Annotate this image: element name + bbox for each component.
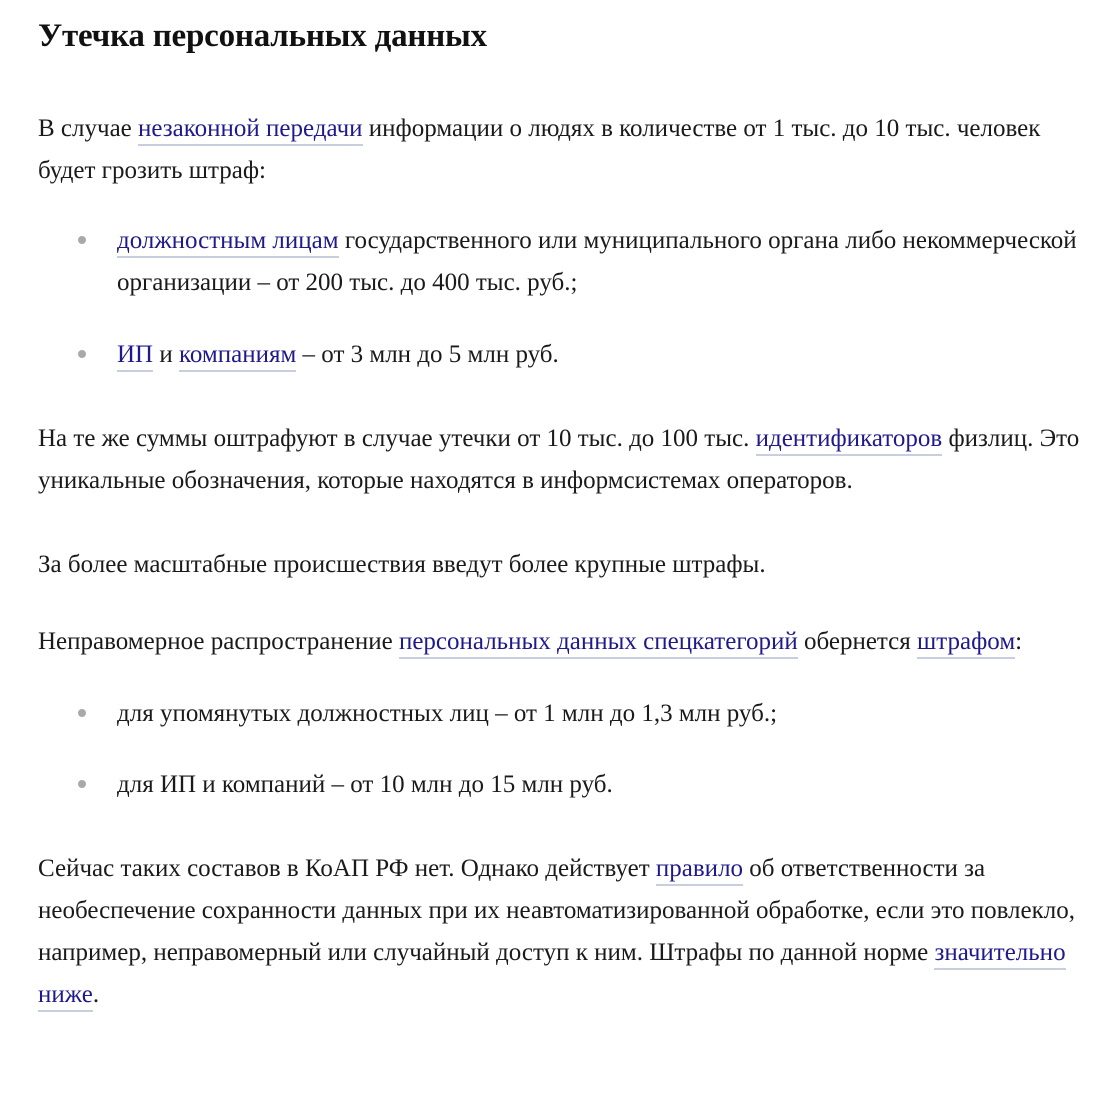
text: информации о людях в количестве от 1 тыс. до 10 тыс. человек будет грозить штраф: <box>38 115 1041 184</box>
text: – от 3 млн до 5 млн руб. <box>296 341 559 368</box>
paragraph-special-data <box>38 621 1088 663</box>
paragraph-larger-fines: За более масштабные происшествия введут более крупные штрафы. <box>38 551 766 578</box>
link-illegal-transfer[interactable]: незаконной передачи <box>138 115 363 146</box>
bullet-icon <box>78 350 86 358</box>
article <box>38 14 1088 1016</box>
text: об ответственности за необеспечение сохранности данных при их неавтоматизированной обработке, если это повлекло, например, неправомерный или случайный доступ к ним. Штрафы по данной норме <box>38 855 1075 966</box>
text: государственного или муниципального органа либо некоммерческой организации – от 200 тыс. до 400 тыс. руб.; <box>117 227 1077 296</box>
link-companies[interactable]: компаниям <box>179 341 296 372</box>
bullet-icon <box>78 236 86 244</box>
link-fine[interactable]: штрафом <box>917 628 1015 659</box>
list-item <box>38 220 1088 304</box>
text: Сейчас таких составов в КоАП РФ нет. Однако действует <box>38 855 656 882</box>
list-item <box>38 693 1088 735</box>
text: На те же суммы оштрафуют в случае утечки от 10 тыс. до 100 тыс. <box>38 425 756 452</box>
link-officials[interactable]: должностным лицам <box>117 227 339 258</box>
link-rule[interactable]: правило <box>656 855 743 886</box>
fines-list-1 <box>38 220 1088 376</box>
fines-list-2 <box>38 693 1088 806</box>
text: для ИП и компаний – от 10 млн до 15 млн руб. <box>117 771 613 798</box>
link-special-categories[interactable]: персональных данных спецкатегорий <box>399 628 798 659</box>
text: . <box>92 981 100 1008</box>
paragraph-identifiers <box>38 418 1088 502</box>
list-item <box>38 764 1088 806</box>
link-ip[interactable]: ИП <box>117 341 153 372</box>
paragraph-current-rule <box>38 848 1088 1016</box>
text: для упомянутых должностных лиц – от 1 млн до 1,3 млн руб.; <box>117 700 778 727</box>
text: физлиц. Это уникальные обозначения, которые находятся в информсистемах операторов. <box>38 425 1080 494</box>
paragraph-illegal-transfer <box>38 108 1088 192</box>
bullet-icon <box>78 709 86 717</box>
link-identifiers[interactable]: идентификаторов <box>756 425 943 456</box>
text: : <box>1015 628 1023 655</box>
text: Неправомерное распространение <box>38 628 399 655</box>
text: и <box>153 341 179 368</box>
link-much-lower[interactable]: значительно ниже <box>38 939 1066 1012</box>
article-heading: Утечка персональных данных <box>38 18 487 54</box>
text: В случае <box>38 115 139 142</box>
list-item <box>38 334 1088 376</box>
text: обернется <box>797 628 918 655</box>
bullet-icon <box>78 780 86 788</box>
